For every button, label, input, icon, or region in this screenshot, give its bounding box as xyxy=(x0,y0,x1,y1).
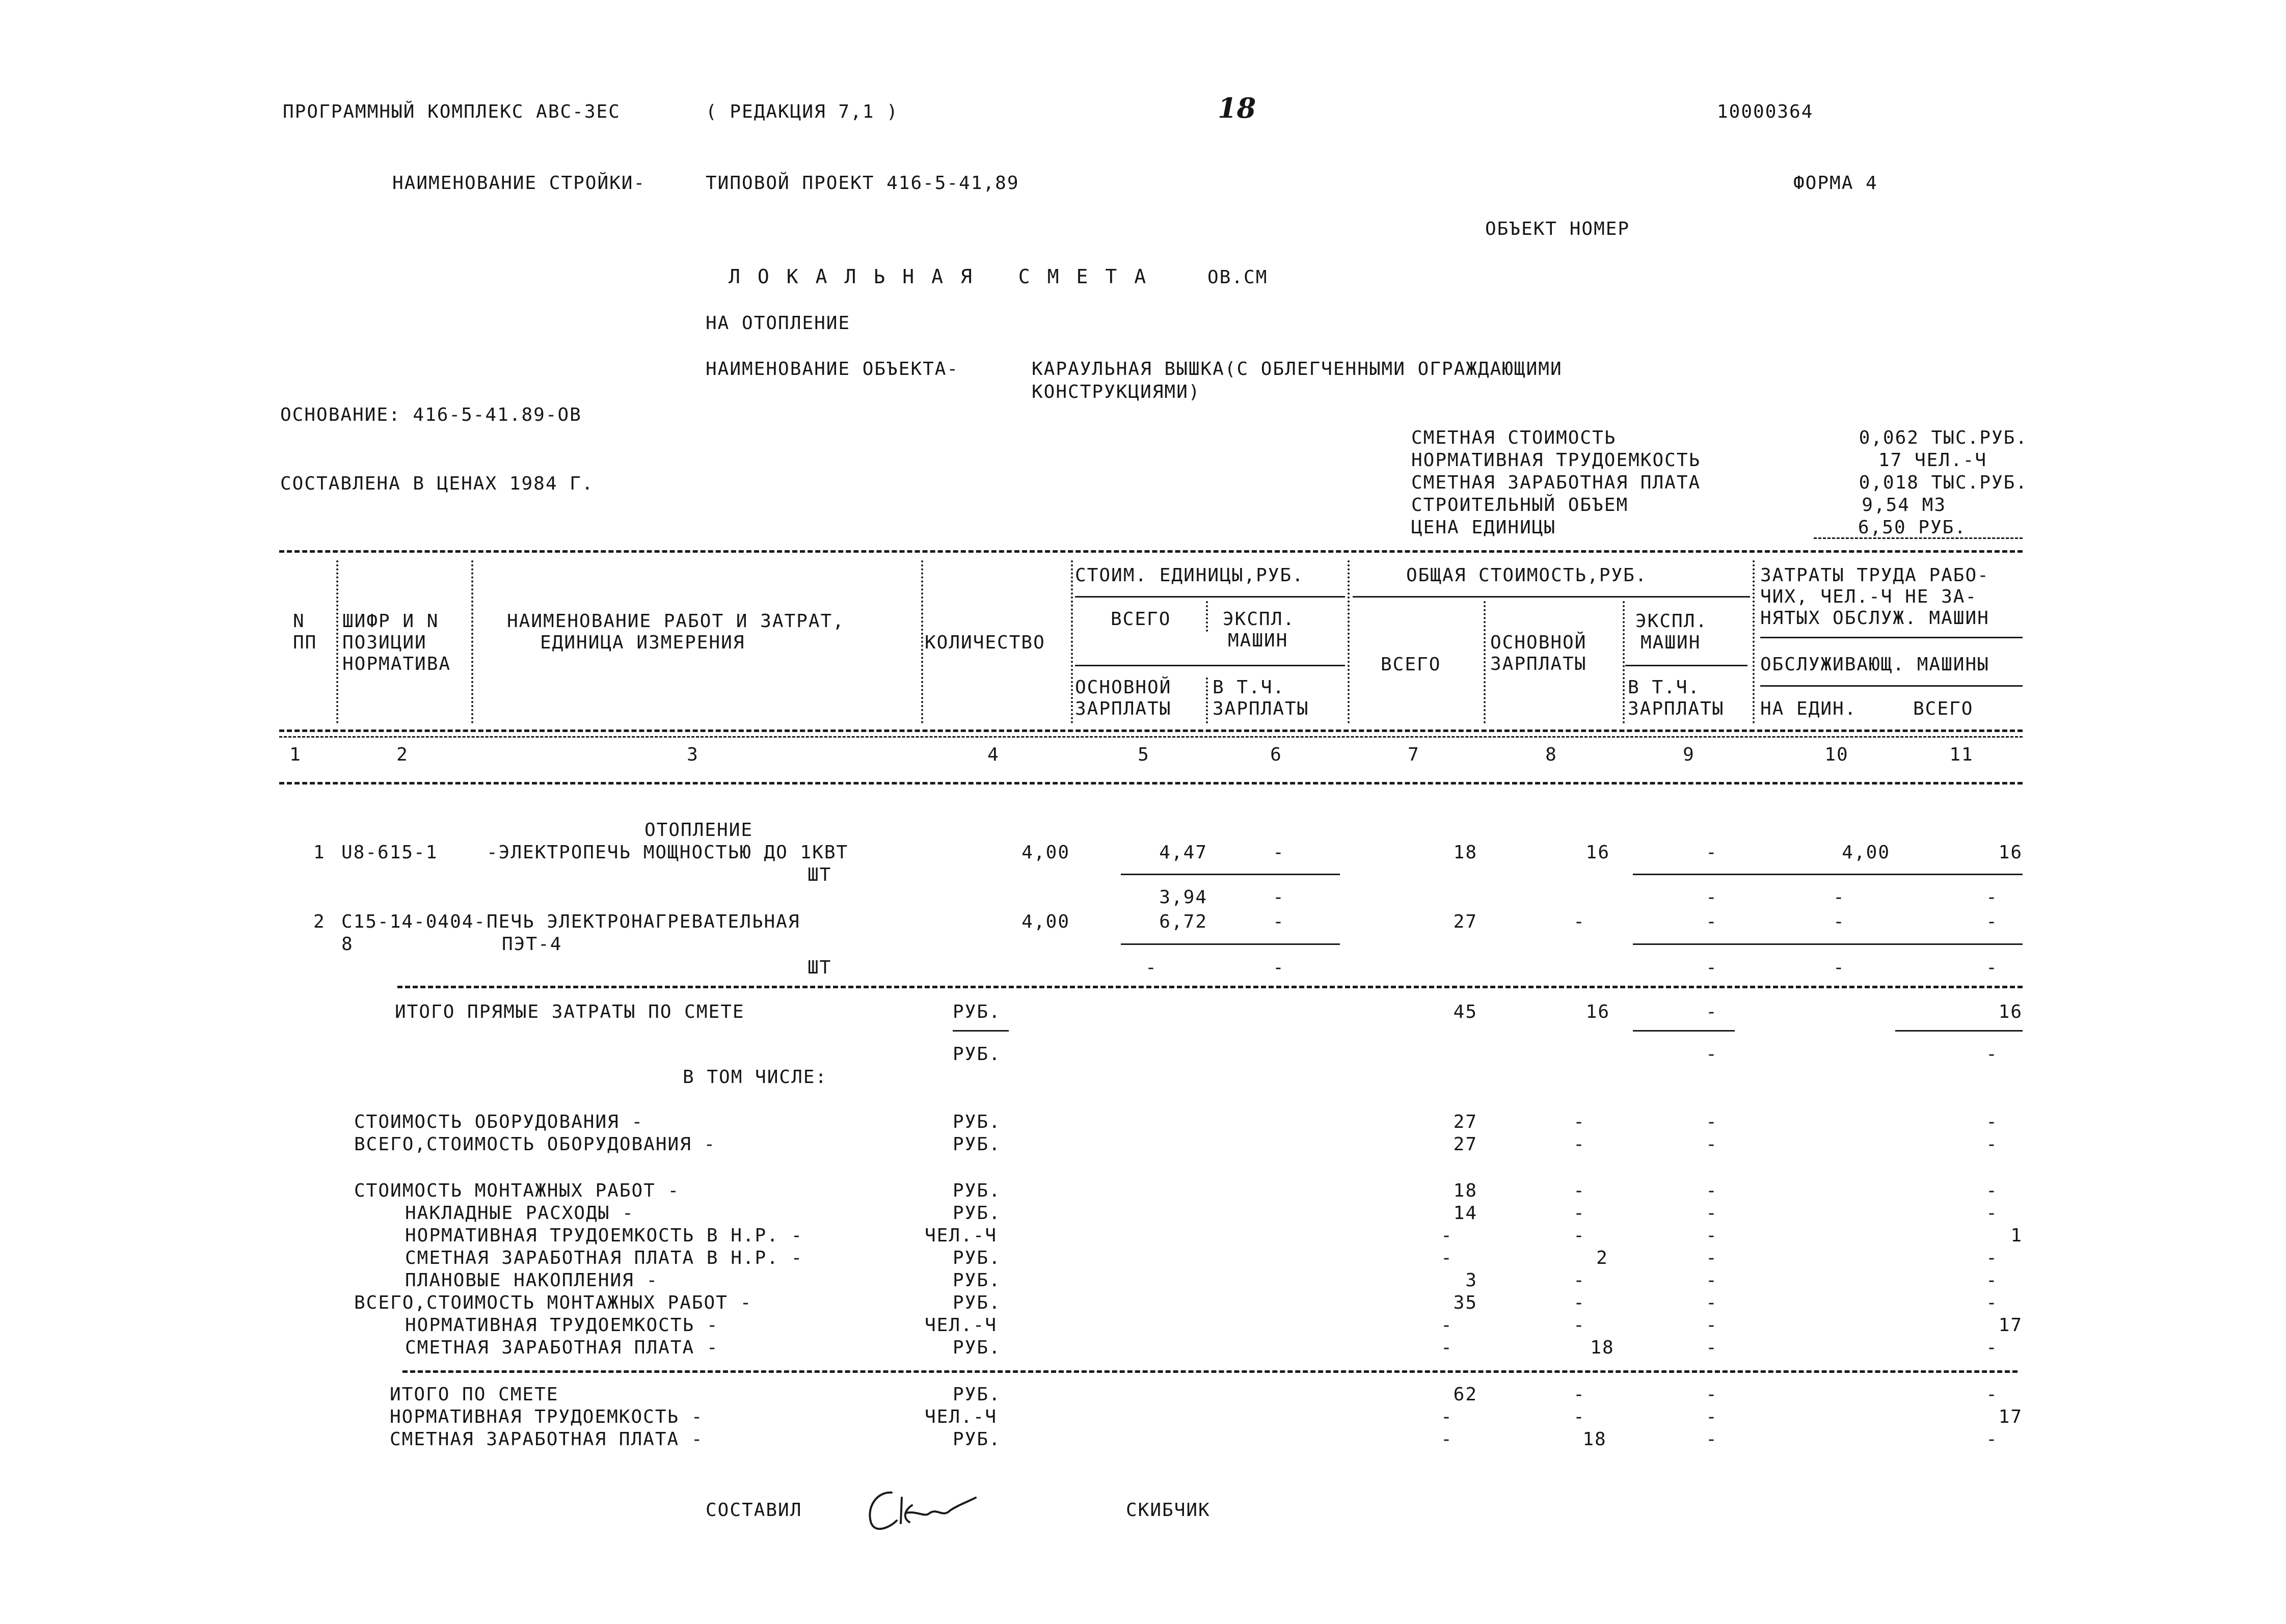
breakdown-c9: - xyxy=(1706,1134,1718,1155)
header-col5: ЗАРПЛАТЫ xyxy=(1075,698,1172,719)
final-c9: - xyxy=(1706,1429,1718,1450)
row-name: ПЭТ-4 xyxy=(502,934,562,955)
document-title-code: ОВ.СМ xyxy=(1207,267,1268,288)
breakdown-c11: - xyxy=(1986,1112,1998,1132)
breakdown-c7: - xyxy=(1441,1337,1453,1358)
header-col2: ПОЗИЦИИ xyxy=(342,632,427,653)
row-code: С15-14-0404- xyxy=(341,911,487,932)
breakdown-c11: - xyxy=(1986,1248,1998,1268)
document-code: 10000364 xyxy=(1717,101,1814,122)
summary-value: 0,062 ТЫС.РУБ. xyxy=(1859,427,2028,448)
items-end-rule xyxy=(397,986,2023,988)
breakdown-c8: - xyxy=(1573,1225,1585,1246)
header-col9: ЗАРПЛАТЫ xyxy=(1628,698,1725,719)
breakdown-c8: - xyxy=(1573,1203,1585,1224)
page-number: 18 xyxy=(1218,92,1256,124)
final-c11: 17 xyxy=(1998,1406,2023,1427)
totals-label: ИТОГО ПРЯМЫЕ ЗАТРАТЫ ПО СМЕТЕ xyxy=(395,1002,745,1022)
breakdown-c7: - xyxy=(1441,1225,1453,1246)
breakdown-c9: - xyxy=(1706,1248,1718,1268)
header-col5: ОСНОВНОЙ xyxy=(1075,677,1172,698)
totals-c8: 16 xyxy=(1585,1002,1610,1022)
header-col1: ПП xyxy=(293,632,317,653)
breakdown-label: СТОИМОСТЬ ОБОРУДОВАНИЯ - xyxy=(354,1112,644,1132)
column-number: 2 xyxy=(396,744,409,765)
column-number: 6 xyxy=(1270,744,1282,765)
breakdown-label: ВСЕГО,СТОИМОСТЬ ОБОРУДОВАНИЯ - xyxy=(354,1134,716,1155)
breakdown-c8: - xyxy=(1573,1292,1585,1313)
row-code: U8-615-1 xyxy=(341,842,438,863)
header-unit-cost: СТОИМ. ЕДИНИЦЫ,РУБ. xyxy=(1075,565,1304,586)
summary-label: СМЕТНАЯ ЗАРАБОТНАЯ ПЛАТА xyxy=(1411,472,1701,493)
breakdown-c9: - xyxy=(1706,1315,1718,1336)
header-col8: ОСНОВНОЙ xyxy=(1490,632,1587,653)
breakdown-unit: РУБ. xyxy=(953,1248,1001,1268)
in-that-number: В ТОМ ЧИСЛЕ: xyxy=(683,1067,828,1088)
totals-c11: - xyxy=(1986,1044,1998,1065)
breakdown-c8: 2 xyxy=(1596,1248,1608,1268)
row-code: 8 xyxy=(341,934,354,955)
row-number: 1 xyxy=(313,842,326,863)
breakdown-c8: - xyxy=(1573,1315,1585,1336)
breakdown-c11: 17 xyxy=(1998,1315,2023,1336)
final-label: НОРМАТИВНАЯ ТРУДОЕМКОСТЬ - xyxy=(390,1406,704,1427)
breakdown-c8: - xyxy=(1573,1134,1585,1155)
breakdown-c11: 1 xyxy=(2010,1225,2023,1246)
column-separator xyxy=(1206,678,1208,723)
breakdown-label: НОРМАТИВНАЯ ТРУДОЕМКОСТЬ - xyxy=(405,1315,719,1336)
breakdown-c7: 18 xyxy=(1453,1180,1477,1201)
object-label: НАИМЕНОВАНИЕ ОБЪЕКТА- xyxy=(706,359,959,380)
breakdown-c9: - xyxy=(1706,1225,1718,1246)
breakdown-unit: РУБ. xyxy=(953,1292,1001,1313)
row-c8: - xyxy=(1573,911,1585,932)
header-labor: ОБСЛУЖИВАЮЩ. МАШИНЫ xyxy=(1760,654,1989,675)
final-c11: - xyxy=(1986,1384,1998,1405)
row-c6: - xyxy=(1273,842,1285,863)
breakdown-unit: РУБ. xyxy=(953,1112,1001,1132)
column-number: 5 xyxy=(1138,744,1150,765)
row-c9: - xyxy=(1706,842,1718,863)
breakdown-c8: - xyxy=(1573,1180,1585,1201)
breakdown-c11: - xyxy=(1986,1292,1998,1313)
row-c11b: - xyxy=(1986,957,1998,978)
breakdown-c7: 27 xyxy=(1453,1112,1477,1132)
column-number: 8 xyxy=(1545,744,1557,765)
breakdown-label: СМЕТНАЯ ЗАРАБОТНАЯ ПЛАТА В Н.Р. - xyxy=(405,1248,803,1268)
object-value-line-1: КАРАУЛЬНАЯ ВЫШКА(С ОБЛЕГЧЕННЫМИ ОГРАЖДАЮЩИМИ xyxy=(1032,359,1563,380)
construction-label: НАИМЕНОВАНИЕ СТРОЙКИ- xyxy=(392,173,646,194)
object-value-line-2: КОНСТРУКЦИЯМИ) xyxy=(1032,382,1201,402)
final-c7: 62 xyxy=(1453,1384,1477,1405)
header-rule xyxy=(1760,637,2023,638)
section-title: ОТОПЛЕНИЕ xyxy=(644,820,754,841)
object-number: ОБЪЕКТ НОМЕР xyxy=(1485,219,1630,239)
header-labor: ЧИХ, ЧЕЛ.-Ч НЕ ЗА- xyxy=(1760,586,1978,607)
column-number: 1 xyxy=(289,744,302,765)
totals-c11: 16 xyxy=(1998,1002,2023,1022)
header-bottom-rule xyxy=(279,736,2023,738)
column-separator xyxy=(1623,601,1625,723)
row-quantity: 4,00 xyxy=(1021,842,1070,863)
header-col3: ЕДИНИЦА ИЗМЕРЕНИЯ xyxy=(540,632,745,653)
row-c9: - xyxy=(1706,911,1718,932)
table-top-rule xyxy=(279,550,2023,553)
row-name: ПЕЧЬ ЭЛЕКТРОНАГРЕВАТЕЛЬНАЯ xyxy=(487,911,800,932)
prices-text: СОСТАВЛЕНА В ЦЕНАХ 1984 Г. xyxy=(280,473,594,494)
final-c8: - xyxy=(1573,1406,1585,1427)
final-label: СМЕТНАЯ ЗАРАБОТНАЯ ПЛАТА - xyxy=(390,1429,704,1450)
summary-value: 6,50 РУБ. xyxy=(1858,517,1967,538)
row-unit: ШТ xyxy=(808,957,832,978)
column-separator xyxy=(1206,601,1208,632)
final-c9: - xyxy=(1706,1384,1718,1405)
row-c10: - xyxy=(1833,911,1845,932)
breakdown-c8: - xyxy=(1573,1270,1585,1291)
breakdown-c11: - xyxy=(1986,1270,1998,1291)
breakdown-unit: РУБ. xyxy=(953,1180,1001,1201)
row-name: -ЭЛЕКТРОПЕЧЬ МОЩНОСТЬЮ ДО 1КВТ xyxy=(487,842,849,863)
column-separator xyxy=(1348,560,1350,723)
header-labor: ЗАТРАТЫ ТРУДА РАБО- xyxy=(1760,565,1989,586)
breakdown-unit: РУБ. xyxy=(953,1134,1001,1155)
program-edition: ( РЕДАКЦИЯ 7,1 ) xyxy=(706,101,899,122)
breakdown-c11: - xyxy=(1986,1203,1998,1224)
totals-rule xyxy=(1895,1030,2023,1032)
breakdown-label: ВСЕГО,СТОИМОСТЬ МОНТАЖНЫХ РАБОТ - xyxy=(354,1292,752,1313)
final-rule xyxy=(402,1370,2018,1373)
breakdown-c9: - xyxy=(1706,1203,1718,1224)
final-unit: ЧЕЛ.-Ч xyxy=(925,1406,998,1427)
header-col1: N xyxy=(293,611,305,632)
row-c6: - xyxy=(1273,911,1285,932)
final-label: ИТОГО ПО СМЕТЕ xyxy=(390,1384,559,1405)
breakdown-label: СМЕТНАЯ ЗАРАБОТНАЯ ПЛАТА - xyxy=(405,1337,719,1358)
breakdown-label: НАКЛАДНЫЕ РАСХОДЫ - xyxy=(405,1203,634,1224)
document-title: ЛОКАЛЬНАЯ СМЕТА xyxy=(729,265,1164,288)
row-c7: 18 xyxy=(1453,842,1477,863)
row-c7: 27 xyxy=(1453,911,1477,932)
breakdown-unit: РУБ. xyxy=(953,1337,1001,1358)
final-c7: - xyxy=(1441,1406,1453,1427)
column-separator xyxy=(1071,560,1073,723)
document-subtitle: НА ОТОПЛЕНИЕ xyxy=(706,313,851,334)
row-c6b: - xyxy=(1273,957,1285,978)
totals-rule xyxy=(953,1030,1009,1032)
row-c11b: - xyxy=(1986,887,1998,908)
header-col4: КОЛИЧЕСТВО xyxy=(925,632,1045,653)
breakdown-c7: - xyxy=(1441,1315,1453,1336)
row-rule xyxy=(1633,943,2023,945)
row-c8: 16 xyxy=(1585,842,1610,863)
header-col7: ВСЕГО xyxy=(1381,654,1441,675)
row-quantity: 4,00 xyxy=(1021,911,1070,932)
breakdown-unit: ЧЕЛ.-Ч xyxy=(925,1225,998,1246)
breakdown-c7: 27 xyxy=(1453,1134,1477,1155)
totals-rule xyxy=(1633,1030,1735,1032)
program-name: ПРОГРАММНЫЙ КОМПЛЕКС АВС-3ЕС xyxy=(283,101,621,122)
composed-label: СОСТАВИЛ xyxy=(706,1500,802,1521)
header-labor: НЯТЫХ ОБСЛУЖ. МАШИН xyxy=(1760,608,1989,629)
breakdown-unit: РУБ. xyxy=(953,1270,1001,1291)
header-rule xyxy=(1353,596,1750,598)
row-number: 2 xyxy=(313,911,326,932)
breakdown-c7: 35 xyxy=(1453,1292,1477,1313)
summary-underline xyxy=(1814,537,2023,539)
header-col6: В Т.Ч. xyxy=(1213,677,1285,698)
row-rule xyxy=(1121,874,1340,875)
header-col5: ВСЕГО xyxy=(1111,609,1171,630)
header-rule xyxy=(1625,665,1747,666)
column-separator xyxy=(471,560,473,723)
breakdown-unit: ЧЕЛ.-Ч xyxy=(925,1315,998,1336)
header-col6: ЗАРПЛАТЫ xyxy=(1213,698,1309,719)
final-c8: - xyxy=(1573,1384,1585,1405)
header-total-cost: ОБЩАЯ СТОИМОСТЬ,РУБ. xyxy=(1406,565,1648,586)
summary-value: 17 ЧЕЛ.-Ч xyxy=(1878,450,1987,471)
basis-text: ОСНОВАНИЕ: 416-5-41.89-ОВ xyxy=(280,404,582,425)
breakdown-c9: - xyxy=(1706,1292,1718,1313)
column-number: 9 xyxy=(1683,744,1695,765)
column-separator xyxy=(1753,560,1755,723)
header-col8: ЗАРПЛАТЫ xyxy=(1490,654,1587,674)
breakdown-c7: - xyxy=(1441,1248,1453,1268)
header-col9: ЭКСПЛ. xyxy=(1635,611,1708,632)
totals-c7: 45 xyxy=(1453,1002,1477,1022)
signature xyxy=(861,1482,983,1538)
breakdown-c9: - xyxy=(1706,1337,1718,1358)
header-col6: ЭКСПЛ. xyxy=(1223,609,1296,630)
row-c5b: 3,94 xyxy=(1159,887,1207,908)
header-col6: МАШИН xyxy=(1228,630,1288,651)
totals-unit: РУБ. xyxy=(953,1044,1001,1065)
row-rule xyxy=(1633,874,2023,875)
breakdown-label: НОРМАТИВНАЯ ТРУДОЕМКОСТЬ В Н.Р. - xyxy=(405,1225,803,1246)
row-c11: - xyxy=(1986,911,1998,932)
column-number: 4 xyxy=(987,744,1000,765)
row-unit: ШТ xyxy=(808,864,832,885)
breakdown-c11: - xyxy=(1986,1134,1998,1155)
form-number: ФОРМА 4 xyxy=(1793,173,1878,194)
row-c5b: - xyxy=(1145,957,1158,978)
column-number: 3 xyxy=(687,744,699,765)
final-unit: РУБ. xyxy=(953,1429,1001,1450)
construction-value: ТИПОВОЙ ПРОЕКТ 416-5-41,89 xyxy=(706,173,1019,194)
header-rule xyxy=(1075,596,1345,598)
column-separator xyxy=(336,560,338,723)
summary-label: СТРОИТЕЛЬНЫЙ ОБЪЕМ xyxy=(1411,495,1629,516)
header-col2: НОРМАТИВА xyxy=(342,654,451,674)
final-c9: - xyxy=(1706,1406,1718,1427)
breakdown-c8: 18 xyxy=(1590,1337,1615,1358)
row-rule xyxy=(1121,943,1340,945)
header-col9: МАШИН xyxy=(1640,632,1701,653)
header-rule xyxy=(1760,685,2023,687)
breakdown-c9: - xyxy=(1706,1270,1718,1291)
breakdown-c11: - xyxy=(1986,1337,1998,1358)
totals-c9: - xyxy=(1706,1002,1718,1022)
row-c9b: - xyxy=(1706,887,1718,908)
composer-name: СКИБЧИК xyxy=(1126,1500,1211,1521)
row-c10b: - xyxy=(1833,957,1845,978)
row-c11: 16 xyxy=(1998,842,2023,863)
breakdown-c7: 3 xyxy=(1465,1270,1477,1291)
summary-label: ЦЕНА ЕДИНИЦЫ xyxy=(1411,517,1556,538)
summary-value: 0,018 ТЫС.РУБ. xyxy=(1859,472,2028,493)
row-c10: 4,00 xyxy=(1842,842,1890,863)
row-c10b: - xyxy=(1833,887,1845,908)
row-c6b: - xyxy=(1273,887,1285,908)
row-c5: 4,47 xyxy=(1159,842,1207,863)
breakdown-c9: - xyxy=(1706,1180,1718,1201)
header-col2: ШИФР И N xyxy=(342,611,439,632)
breakdown-c8: - xyxy=(1573,1112,1585,1132)
header-col10: НА ЕДИН. xyxy=(1760,698,1857,719)
column-number: 7 xyxy=(1408,744,1420,765)
header-bottom-rule xyxy=(279,729,2023,732)
row-c9b: - xyxy=(1706,957,1718,978)
column-number: 11 xyxy=(1949,744,1974,765)
breakdown-c11: - xyxy=(1986,1180,1998,1201)
column-separator xyxy=(921,560,923,723)
summary-label: НОРМАТИВНАЯ ТРУДОЕМКОСТЬ xyxy=(1411,450,1701,471)
final-c11: - xyxy=(1986,1429,1998,1450)
column-number: 10 xyxy=(1824,744,1849,765)
breakdown-c9: - xyxy=(1706,1112,1718,1132)
header-col3: НАИМЕНОВАНИЕ РАБОТ И ЗАТРАТ, xyxy=(507,611,845,632)
header-end-rule xyxy=(279,782,2023,784)
breakdown-label: ПЛАНОВЫЕ НАКОПЛЕНИЯ - xyxy=(405,1270,659,1291)
header-col11: ВСЕГО xyxy=(1913,698,1974,719)
summary-value: 9,54 М3 xyxy=(1862,495,1946,516)
breakdown-c7: 14 xyxy=(1453,1203,1477,1224)
totals-unit: РУБ. xyxy=(953,1002,1001,1022)
header-rule xyxy=(1075,665,1345,666)
row-c5: 6,72 xyxy=(1159,911,1207,932)
breakdown-label: СТОИМОСТЬ МОНТАЖНЫХ РАБОТ - xyxy=(354,1180,680,1201)
header-col9: В Т.Ч. xyxy=(1628,677,1701,698)
column-separator xyxy=(1484,601,1486,723)
final-c7: - xyxy=(1441,1429,1453,1450)
breakdown-unit: РУБ. xyxy=(953,1203,1001,1224)
summary-label: СМЕТНАЯ СТОИМОСТЬ xyxy=(1411,427,1617,448)
totals-c9: - xyxy=(1706,1044,1718,1065)
final-c8: 18 xyxy=(1582,1429,1607,1450)
final-unit: РУБ. xyxy=(953,1384,1001,1405)
